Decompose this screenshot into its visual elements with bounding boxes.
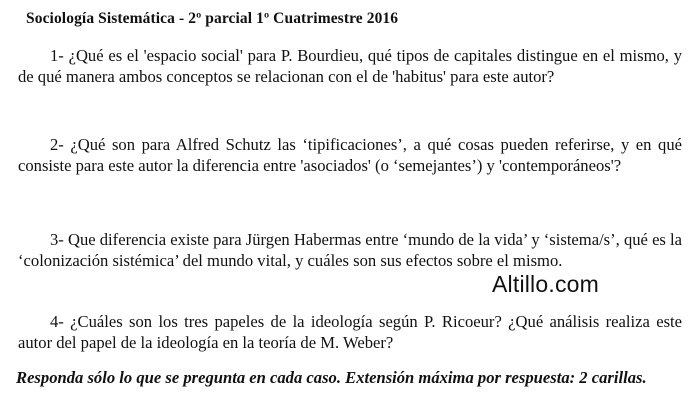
instructions-note: Responda sólo lo que se pregunta en cada caso. Extensión máxima por respuesta: 2 carillas. [16,368,647,387]
watermark-text: Altillo.com [492,271,600,297]
question-4: 4- ¿Cuáles son los tres papeles de la ideología según P. Ricoeur? ¿Qué análisis realiza este autor del papel de la ideología en la teoría de M. Weber? [18,312,682,352]
exam-title: Sociología Sistemática - 2º parcial 1º Cuatrimestre 2016 [26,10,399,27]
question-2: 2- ¿Qué son para Alfred Schutz las ‘tipificaciones’, a qué cosas pueden referirse, y en qué consiste para este autor la diferencia entre 'asociados' (o ‘semejantes’) y 'contemporáneos'? [18,135,682,175]
question-3: 3- Que diferencia existe para Jürgen Habermas entre ‘mundo de la vida’ y ‘sistema/s’, qué es la ‘colonización sistémica’ del mundo vital, y cuáles son sus efectos sobre el mismo. [18,230,683,270]
question-1: 1- ¿Qué es el 'espacio social' para P. Bourdieu, qué tipos de capitales distingue en el mismo, y de qué manera ambos conceptos se relacionan con el de 'habitus' para este autor? [18,46,682,86]
